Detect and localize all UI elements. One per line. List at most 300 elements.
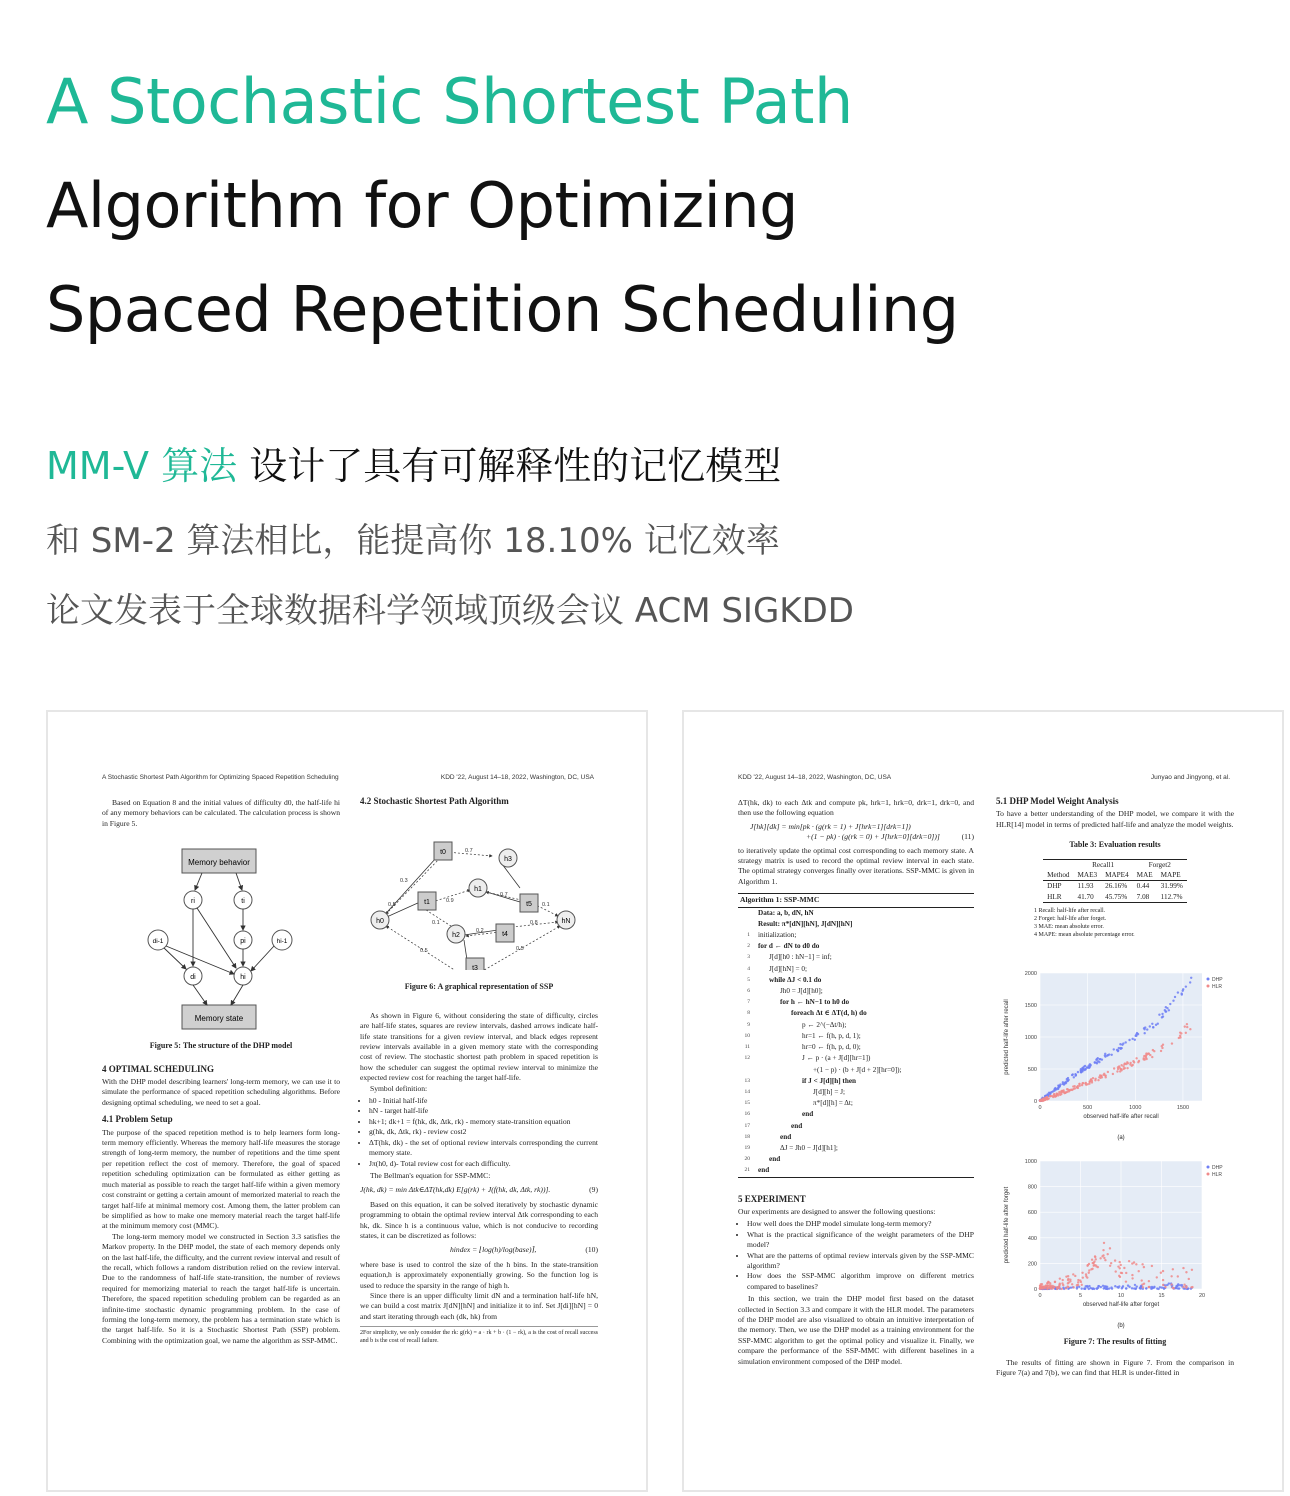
legend-marker-hlr — [1207, 985, 1210, 988]
scatter-point-hlr — [1115, 1271, 1117, 1273]
table-3-caption: Table 3: Evaluation results — [1069, 840, 1161, 850]
algorithm-line-number: 11 — [744, 1044, 750, 1051]
scatter-point-hlr — [1086, 1277, 1088, 1279]
y-tick-label: 500 — [1027, 1067, 1037, 1074]
algorithm-line-number: 16 — [744, 1111, 750, 1118]
y-tick-label: 600 — [1027, 1210, 1037, 1217]
scatter-point-dhp — [1125, 1041, 1127, 1043]
algorithm-line-number: 19 — [744, 1144, 750, 1151]
algorithm-line-text: end — [802, 1110, 814, 1119]
symbol-list — [360, 1096, 598, 1169]
scatter-point-hlr — [1046, 1288, 1048, 1290]
scatter-point-hlr — [1088, 1272, 1090, 1274]
scatter-point-hlr — [1099, 1257, 1101, 1259]
scatter-point-dhp — [1190, 977, 1192, 979]
scatter-point-dhp — [1177, 1288, 1179, 1290]
scatter-point-dhp — [1096, 1062, 1098, 1064]
scatter-point-hlr — [1191, 1269, 1193, 1271]
scatter-point-hlr — [1138, 1060, 1140, 1062]
page1-left-column — [102, 798, 340, 1346]
scatter-point-dhp — [1127, 1285, 1129, 1287]
scatter-point-hlr — [1088, 1269, 1090, 1271]
algorithm-line-number: 1 — [747, 932, 750, 939]
algorithm-line-text: if J < J[d][h] then — [802, 1076, 857, 1085]
equation-10-number: (10) — [585, 1245, 598, 1255]
algorithm-line-text: end — [780, 1132, 792, 1141]
scatter-point-hlr — [1050, 1286, 1052, 1288]
scatter-point-hlr — [1080, 1281, 1082, 1283]
algorithm-line-number: 15 — [744, 1100, 750, 1107]
scatter-point-hlr — [1102, 1074, 1104, 1076]
equation-11-line-2 — [738, 832, 974, 842]
algorithm-line-text: initialization; — [758, 931, 797, 940]
scatter-point-hlr — [1189, 1028, 1191, 1030]
algorithm-line-number: 2 — [747, 943, 750, 950]
algorithm-line-text: J ← p · (a + J[d][hr=1]) — [802, 1054, 871, 1063]
scatter-point-hlr — [1090, 1268, 1092, 1270]
scatter-point-hlr — [1069, 1280, 1071, 1282]
scatter-point-hlr — [1074, 1275, 1076, 1277]
algorithm-line — [738, 1121, 974, 1132]
scatter-point-hlr — [1072, 1286, 1074, 1288]
scatter-point-hlr — [1104, 1259, 1106, 1261]
y-tick-label: 1000 — [1024, 1035, 1037, 1042]
y-axis-label: predicted half-life after recall — [1004, 999, 1010, 1075]
table-notes — [1034, 907, 1234, 939]
scatter-point-dhp — [1162, 1016, 1164, 1018]
scatter-point-hlr — [1071, 1283, 1073, 1285]
page1-header-left: A Stochastic Shortest Path Algorithm for Optimizing Spaced Repetition Scheduling — [102, 774, 339, 781]
scatter-point-hlr — [1153, 1050, 1155, 1052]
algorithm-line — [738, 1076, 974, 1087]
scatter-point-hlr — [1131, 1274, 1133, 1276]
scatter-point-hlr — [1171, 1043, 1173, 1045]
scatter-point-hlr — [1160, 1050, 1162, 1052]
y-tick-label: 0 — [1033, 1287, 1037, 1294]
table-cell: 7.08 — [1133, 892, 1157, 903]
scatter-point-dhp — [1101, 1059, 1103, 1061]
section-4-1-para-2: The long-term memory model we constructed in Section 3.3 satisfies the Markov property. In the DHP model, the state of each memory depends only on the last half-life, the difficulty, and the current review interval and result of the recall, which follows a random distribution relied on the review interval. Due to the randomness of half-life state-transition, the number of reviews required for memorizing material to reach the target half-life is uncertain. Therefore, the spaced repetition scheduling problem can be regarded as an infinite-time stochastic dynamic programming problem. In the case of forming the long-term memory, the problem has a termination state which is the target half-life. So it is a Stochastic Shortest Path (SSP) problem. Combining with the optimization goal, we name the algorithm as SSP-MMC. — [102, 1231, 340, 1345]
scatter-point-dhp — [1177, 992, 1179, 994]
scatter-point-hlr — [1151, 1265, 1153, 1267]
table-cell: HLR — [1043, 892, 1073, 903]
scatter-point-dhp — [1182, 988, 1184, 990]
equation-9-body: J(hk, dk) = min Δtk∈ΔT(hk,dk) E[g(rk) + J(f(hk, dk, Δtk, rk))]. — [360, 1185, 551, 1195]
scatter-point-dhp — [1118, 1047, 1120, 1049]
bellman-intro: The Bellman's equation for SSP-MMC: — [370, 1170, 491, 1180]
node-hi-label: hi — [240, 974, 246, 982]
scatter-point-dhp — [1157, 1023, 1159, 1025]
algorithm-line-text: foreach Δt ∈ ΔT(d, h) do — [791, 1009, 867, 1018]
table-header: MAE3 — [1074, 870, 1102, 881]
scatter-point-hlr — [1078, 1083, 1080, 1085]
scatter-point-hlr — [1132, 1060, 1134, 1062]
algorithm-line-number — [738, 919, 754, 930]
algorithm-line-number: 20 — [744, 1156, 750, 1163]
scatter-point-dhp — [1180, 993, 1182, 995]
scatter-point-hlr — [1071, 1089, 1073, 1091]
title-line-3: Spaced Repetition Scheduling — [46, 273, 959, 346]
scatter-point-hlr — [1160, 1272, 1162, 1274]
subfigure-caption: (a) — [1117, 1135, 1125, 1142]
scatter-point-hlr — [1162, 1284, 1164, 1286]
scatter-point-hlr — [1049, 1095, 1051, 1097]
scatter-point-dhp — [1086, 1286, 1088, 1288]
algorithm-line — [738, 997, 974, 1008]
scatter-point-hlr — [1117, 1066, 1119, 1068]
weight-label: 0.7 — [500, 892, 508, 899]
equation-11-body-2: +(1 − pk) · (g(rk = 0) + J[hrk=0][drk=0])] — [806, 832, 940, 842]
node-pi-label: pi — [240, 938, 246, 946]
scatter-point-dhp — [1136, 1032, 1138, 1034]
algorithm-line-text: for d ← dN to d0 do — [758, 942, 820, 951]
algorithm-line — [738, 1143, 974, 1154]
algorithm-line-number: 17 — [744, 1122, 750, 1129]
scatter-point-hlr — [1119, 1276, 1121, 1278]
title-line-1: A Stochastic Shortest Path — [46, 65, 853, 138]
algorithm-line-text: J[d][h0 : hN−1] = inf; — [769, 953, 832, 962]
scatter-point-dhp — [1131, 1038, 1133, 1040]
weight-label: 0.5 — [388, 902, 396, 909]
node-h2-label: h2 — [452, 932, 460, 940]
table-cell: 26.16% — [1105, 882, 1128, 891]
scatter-point-dhp — [1088, 1067, 1090, 1069]
section-5-heading: 5 EXPERIMENT — [738, 1193, 806, 1204]
algorithm-line-number: 13 — [744, 1077, 750, 1084]
scatter-point-dhp — [1153, 1287, 1155, 1289]
scatter-point-dhp — [1136, 1286, 1138, 1288]
algorithm-line — [738, 1020, 974, 1031]
scatter-point-dhp — [1165, 1006, 1167, 1008]
scatter-point-hlr — [1162, 1044, 1164, 1046]
algorithm-line-text: Jh0 = J[d][h0]; — [780, 987, 823, 996]
scatter-point-hlr — [1103, 1257, 1105, 1259]
x-tick-label: 1000 — [1129, 1105, 1142, 1112]
weight-label: 0.9 — [446, 898, 454, 905]
node-ri-label: ri — [191, 898, 195, 906]
algorithm-line — [738, 1098, 974, 1109]
node-t3-label: t3 — [472, 965, 478, 971]
scatter-point-hlr — [1145, 1055, 1147, 1057]
question-item: • What are the patterns of optimal review intervals given by the SSP-MMC algorithm? — [747, 1251, 974, 1272]
scatter-point-hlr — [1045, 1097, 1047, 1099]
x-axis-label: observed half-life after forget — [1082, 1302, 1160, 1309]
node-ti-label: ti — [241, 898, 245, 906]
page2-left-column — [738, 798, 974, 1367]
scatter-point-hlr — [1073, 1085, 1075, 1087]
legend-label-hlr: HLR — [1212, 984, 1223, 991]
scatter-point-hlr — [1177, 1276, 1179, 1278]
scatter-point-dhp — [1110, 1054, 1112, 1056]
scatter-point-dhp — [1073, 1076, 1075, 1078]
memory-behavior-label: Memory behavior — [188, 858, 250, 868]
scatter-point-dhp — [1152, 1026, 1154, 1028]
scatter-point-hlr — [1068, 1089, 1070, 1091]
algorithm-line-number: 12 — [744, 1055, 750, 1062]
algorithm-line-text: π*[d][h] = Δt; — [813, 1099, 853, 1108]
table-header: MAPE — [1157, 870, 1187, 881]
scatter-point-hlr — [1101, 1076, 1103, 1078]
scatter-point-hlr — [1060, 1091, 1062, 1093]
scatter-point-hlr — [1185, 1286, 1187, 1288]
question-item: • How does the SSP-MMC algorithm improve on different metrics compared to baselines? — [747, 1271, 974, 1292]
scatter-point-dhp — [1105, 1286, 1107, 1288]
scatter-point-dhp — [1081, 1288, 1083, 1290]
scatter-point-hlr — [1058, 1284, 1060, 1286]
x-tick-label: 15 — [1158, 1293, 1165, 1300]
algorithm-line-number: 9 — [747, 1021, 750, 1028]
algorithm-line — [738, 1031, 974, 1042]
table-cell: 41.70 — [1074, 892, 1102, 903]
scatter-point-hlr — [1138, 1270, 1140, 1272]
scatter-point-dhp — [1125, 1288, 1127, 1290]
page2-intro: ΔT(hk, dk) to each Δtk and compute pk, hrk=1, hrk=0, drk=1, drk=0, and then use the following equation — [738, 798, 974, 818]
node-h3-label: h3 — [504, 856, 512, 864]
algorithm-line-number: 18 — [744, 1133, 750, 1140]
legend-label-dhp: DHP — [1212, 1165, 1223, 1172]
scatter-point-hlr — [1039, 1288, 1041, 1290]
table-note: 4 MAPE: mean absolute percentage error. — [1034, 932, 1135, 939]
scatter-point-dhp — [1133, 1288, 1135, 1290]
scatter-point-dhp — [1080, 1071, 1082, 1073]
scatter-point-dhp — [1143, 1028, 1145, 1030]
node-di-label: di — [190, 974, 196, 982]
scatter-point-dhp — [1172, 1000, 1174, 1002]
scatter-point-dhp — [1168, 1283, 1170, 1285]
legend-label-hlr: HLR — [1212, 1172, 1223, 1179]
subtitle-line-3: 论文发表于全球数据科学领域顶级会议 ACM SIGKDD — [46, 591, 854, 631]
algorithm-line-text: +(1 − p) · (b + J[d + 2][hr=0]); — [813, 1065, 902, 1074]
scatter-point-dhp — [1108, 1054, 1110, 1056]
scatter-point-dhp — [1134, 1284, 1136, 1286]
table-cell: 45.75% — [1101, 892, 1133, 903]
table-note: 2 Forget: half-life after forget. — [1034, 916, 1107, 923]
scatter-point-hlr — [1110, 1262, 1112, 1264]
figure-6-caption: Figure 6: A graphical representation of SSP — [404, 982, 554, 992]
evaluation-results-table — [1043, 859, 1187, 904]
section-4-2-para-2: Based on this equation, it can be solved iteratively by stochastic dynamic programming to obtain the optimal review interval Δtk corresponding to each hk, dk. Since h is a continuous value, which is not conducive to recording states, it can be discretized as follows: — [360, 1199, 598, 1240]
scatter-point-dhp — [1062, 1083, 1064, 1085]
algorithm-line-text: end — [758, 1166, 770, 1175]
scatter-point-dhp — [1071, 1074, 1073, 1076]
algorithm-line — [738, 1109, 974, 1120]
node-h0-label: h0 — [376, 918, 384, 926]
subtitle-line-1-rest: 设计了具有可解释性的记忆模型 — [237, 444, 782, 488]
scatter-point-hlr — [1077, 1281, 1079, 1283]
symbol-item: • h0 - Initial half-life — [369, 1096, 598, 1106]
scatter-point-hlr — [1054, 1281, 1056, 1283]
scatter-point-hlr — [1103, 1242, 1105, 1244]
table-group-forget: Forget2 — [1133, 859, 1187, 870]
algorithm-line-text: end — [769, 1155, 781, 1164]
node-t5-label: t5 — [526, 901, 532, 909]
algorithm-line-text: end — [791, 1121, 803, 1130]
scatter-point-hlr — [1066, 1091, 1068, 1093]
algorithm-line-number: 4 — [747, 965, 750, 972]
algorithm-line-text: J[d][h] = J; — [813, 1087, 845, 1096]
algorithm-line — [738, 941, 974, 952]
section-4-2-heading: 4.2 Stochastic Shortest Path Algorithm — [360, 796, 509, 806]
table-cell: 31.99% — [1160, 882, 1183, 891]
algorithm-line-text: hr=0 ← f(h, p, d, 0); — [802, 1043, 861, 1052]
scatter-point-hlr — [1047, 1285, 1049, 1287]
scatter-point-hlr — [1090, 1078, 1092, 1080]
table-group-spacer — [1043, 859, 1073, 870]
scatter-point-hlr — [1109, 1247, 1111, 1249]
scatter-point-hlr — [1039, 1100, 1041, 1102]
scatter-point-dhp — [1165, 1011, 1167, 1013]
scatter-point-dhp — [1114, 1285, 1116, 1287]
x-tick-label: 0 — [1038, 1105, 1042, 1112]
scatter-point-hlr — [1164, 1286, 1166, 1288]
scatter-point-hlr — [1098, 1076, 1100, 1078]
scatter-point-hlr — [1041, 1283, 1043, 1285]
scatter-point-hlr — [1077, 1279, 1079, 1281]
figure-5-edges — [164, 873, 274, 1005]
scatter-point-hlr — [1185, 1032, 1187, 1034]
scatter-point-hlr — [1148, 1280, 1150, 1282]
scatter-point-dhp — [1189, 982, 1191, 984]
section-5-para-2: In this section, we train the DHP model first based on the dataset collected in Section 3.3 and compare it with the HLR model. The parameters of the DHP model are also visualized to obtain an intuitive interpretation of the memory. Then, we use the DHP model as a training environment for the SSP-MMC algorithm to get the optimal policy and visualize it. Finally, we compare the performance of the SSP-MMC with different baselines in a simulation environment composed of the DHP model. — [738, 1294, 974, 1366]
page1-intro: Based on Equation 8 and the initial values of difficulty d0, the half-life hi of any memory behaviors can be calculated. The calculation process is shown in Figure 5. — [102, 798, 340, 828]
scatter-point-hlr — [1067, 1275, 1069, 1277]
scatter-point-dhp — [1158, 1014, 1160, 1016]
scatter-point-hlr — [1145, 1058, 1147, 1060]
scatter-point-dhp — [1131, 1287, 1133, 1289]
y-tick-label: 800 — [1027, 1184, 1037, 1191]
figure-7b-forget-scatter — [996, 1153, 1234, 1333]
x-tick-label: 10 — [1117, 1293, 1125, 1300]
scatter-point-hlr — [1162, 1279, 1164, 1281]
x-axis-label: observed half-life after recall — [1083, 1114, 1159, 1121]
scatter-point-dhp — [1143, 1032, 1145, 1034]
weight-label: 0.3 — [400, 878, 408, 885]
scatter-point-dhp — [1077, 1071, 1079, 1073]
scatter-point-hlr — [1060, 1288, 1062, 1290]
scatter-point-hlr — [1061, 1283, 1063, 1285]
scatter-point-hlr — [1119, 1267, 1121, 1269]
scatter-point-hlr — [1184, 1026, 1186, 1028]
scatter-point-dhp — [1097, 1287, 1099, 1289]
symbol-item: • Jπ(h0, d)- Total review cost for each difficulty. — [369, 1159, 598, 1169]
algorithm-line — [738, 964, 974, 975]
algorithm-line — [738, 1165, 974, 1176]
algorithm-line — [738, 930, 974, 941]
scatter-point-hlr — [1156, 1276, 1158, 1278]
scatter-point-hlr — [1182, 1267, 1184, 1269]
algorithm-1-lines — [738, 908, 974, 1177]
page2-final-paragraph: The results of fitting are shown in Figure 7. From the comparison in Figure 7(a) and 7(b), we can find that HLR is under-fitted in — [996, 1357, 1234, 1378]
table-cell: 0.44 — [1136, 882, 1150, 891]
algorithm-line — [738, 1042, 974, 1053]
scatter-point-hlr — [1066, 1286, 1068, 1288]
scatter-point-hlr — [1135, 1263, 1137, 1265]
table-row — [1043, 881, 1187, 892]
scatter-point-hlr — [1105, 1076, 1107, 1078]
figure-6-ssp-graph — [360, 810, 598, 970]
scatter-point-dhp — [1075, 1074, 1077, 1076]
algorithm-line — [738, 1132, 974, 1143]
scatter-point-dhp — [1103, 1288, 1105, 1290]
scatter-point-hlr — [1067, 1279, 1069, 1281]
legend-label-dhp: DHP — [1212, 977, 1223, 984]
table-cell: 112.7% — [1157, 892, 1187, 903]
weight-label: 0.1 — [542, 902, 550, 909]
table-note: 3 MAE: mean absolute error. — [1034, 924, 1104, 931]
scatter-point-hlr — [1183, 1284, 1185, 1286]
scatter-point-hlr — [1112, 1073, 1114, 1075]
symbol-definition-label: Symbol definition: — [370, 1083, 428, 1093]
algorithm-line-text: p ← 2^(−Δt/h); — [802, 1020, 847, 1029]
algorithm-line-number: 5 — [747, 976, 750, 983]
scatter-point-hlr — [1102, 1249, 1104, 1251]
legend-marker-hlr — [1207, 1173, 1210, 1176]
scatter-point-dhp — [1106, 1288, 1108, 1290]
scatter-point-dhp — [1084, 1065, 1086, 1067]
scatter-point-hlr — [1057, 1094, 1059, 1096]
scatter-point-hlr — [1191, 1286, 1193, 1288]
scatter-point-dhp — [1081, 1067, 1083, 1069]
node-h1-label: h1 — [474, 886, 482, 894]
scatter-point-hlr — [1094, 1256, 1096, 1258]
y-axis-label: predicted half-life after forget — [1004, 1187, 1010, 1264]
scatter-point-hlr — [1143, 1266, 1145, 1268]
scatter-point-hlr — [1097, 1079, 1099, 1081]
scatter-point-dhp — [1185, 986, 1187, 988]
footnote-2: 2For simplicity, we only consider the rk: g(rk) = a · rk + b · (1 − rk), a is the cost of recall success and b is the cost of recall failure. — [360, 1326, 598, 1345]
scatter-point-hlr — [1188, 1278, 1190, 1280]
node-hN-label: hN — [561, 918, 571, 926]
scatter-point-hlr — [1125, 1272, 1127, 1274]
scatter-point-hlr — [1066, 1088, 1068, 1090]
section-5-1-text: To have a better understanding of the DHP model, we compare it with the HLR[14] model in terms of predicted half-life and analyze the model weights. — [996, 809, 1234, 829]
section-4-1-heading: 4.1 Problem Setup — [102, 1114, 173, 1125]
equation-9-number: (9) — [589, 1185, 598, 1195]
scatter-point-hlr — [1095, 1258, 1097, 1260]
algorithm-line-text: while ΔJ < 0.1 do — [769, 975, 822, 984]
symbol-item: • hk+1; dk+1 = f(hk, dk, Δtk, rk) - memory state-transition equation — [369, 1117, 598, 1127]
scatter-point-dhp — [1089, 1064, 1091, 1066]
algorithm-line — [738, 986, 974, 997]
weight-label: 0.5 — [420, 948, 428, 955]
algorithm-name: MM-V 算法 — [46, 444, 238, 488]
scatter-point-hlr — [1109, 1265, 1111, 1267]
node-t1-label: t1 — [424, 899, 430, 907]
scatter-point-hlr — [1043, 1098, 1045, 1100]
scatter-point-dhp — [1104, 1055, 1106, 1057]
scatter-point-hlr — [1077, 1085, 1079, 1087]
scatter-point-hlr — [1081, 1272, 1083, 1274]
figure-7a-recall-scatter — [996, 965, 1234, 1145]
scatter-point-dhp — [1122, 1285, 1124, 1287]
scatter-point-hlr — [1120, 1264, 1122, 1266]
scatter-point-hlr — [1119, 1070, 1121, 1072]
node-di-1-label: di-1 — [152, 938, 164, 946]
scatter-point-hlr — [1062, 1279, 1064, 1281]
section-4-1-para-1: The purpose of the spaced repetition method is to help learners form long-term memory efficiently. Whereas the memory half-life measures the storage strength of long-term memory, the number of repetitions and the time spent per repetition reflect the cost of memory. Therefore, the goal of spaced repetition scheduling optimization can be formulated as either getting as much material as possible to reach the target half-life within a given memory cost constraint or getting a certain amount of memorized material to reach the target half-life at minimal memory cost. Among them, the latter problem can be simplified as how to make one memory material reach the target half-life at the minimum memory cost (MMC). — [102, 1127, 340, 1231]
scatter-point-hlr — [1142, 1286, 1144, 1288]
memory-state-label: Memory state — [194, 1014, 244, 1024]
table-header: MAPE4 — [1101, 870, 1133, 881]
scatter-point-dhp — [1120, 1047, 1122, 1049]
figure-7-caption: Figure 7: The results of fitting — [1063, 1337, 1167, 1347]
scatter-point-hlr — [1185, 1271, 1187, 1273]
scatter-point-dhp — [1128, 1039, 1130, 1041]
scatter-point-hlr — [1059, 1278, 1061, 1280]
symbol-item: • g(hk, dk, Δtk, rk) - review cost2 — [369, 1127, 598, 1137]
scatter-point-hlr — [1076, 1284, 1078, 1286]
scatter-point-dhp — [1083, 1069, 1085, 1071]
